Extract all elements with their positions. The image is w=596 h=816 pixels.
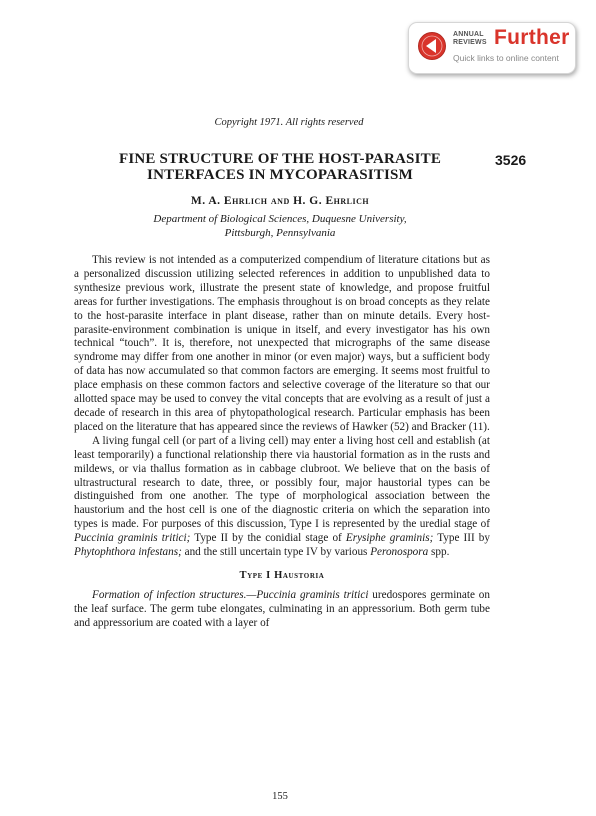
article-body xyxy=(74,254,490,631)
species-name: Phytophthora infestans; xyxy=(74,546,182,559)
page-number: 155 xyxy=(272,791,288,802)
affiliation: Department of Biological Sciences, Duquesne University, Pittsburgh, Pennsylvania xyxy=(153,213,407,239)
paragraph-haustoria-types: A living fungal cell (or part of a living cell) may enter a living host cell and establish (at least temporarily) a functional relationship there via haustorial formation as in the rusts and mildews, or via thallus formation as in cabbage clubroot. We believe that on the basis of ultrastructural research to date, three, or possibly four, major haustorial types can be distinguished from one another. The type of morphological association between the haustorium and the host cell is one of the diagnostic criteria on which the separation into types is made. For purposes of this discussion, Type I is represented by the uredial stage of Puccinia graminis tritici; Type II by the conidial stage of Erysiphe graminis; Type III by Phytophthora infestans; and the still uncertain type IV by various Peronospora spp. xyxy=(74,434,490,559)
species-name: Erysiphe graminis; xyxy=(345,532,434,545)
paragraph-infection-structures: Formation of infection structures.—Puccinia graminis tritici uredospores germinate on the leaf surface. The germ tube elongates, culminating in an appressorium. Both germ tube and appressorium are coated with a layer of xyxy=(74,588,490,629)
article-title: FINE STRUCTURE OF THE HOST-PARASITE INTERFACES IN MYCOPARASITISM xyxy=(118,151,442,183)
back-arrow-icon xyxy=(417,31,447,61)
paragraph-intro: This review is not intended as a computerized compendium of literature citations but as a personalized discussion utilizing selected references in addition to unpublished data to synthesize previous work, illustrate the present state of knowledge, and propose fruitful areas for further investigations. The emphasis throughout is on broad concepts as they relate to the host-parasite interface in plant disease, rather than on minute details. Every host-parasite-environment combination is unique in itself, and every investigator has his own technical “touch”. It is, therefore, not unexpected that micrographs of the same disease syndrome may differ from one another in minor (or even major) ways, but a sufficient body of data has now accumulated so that common factors are emerging. It seems most fruitful to place emphasis on these common factors and selective coverage of the literature so that our allotted space may be used to convey the vital concepts that are evolving as a result of just a decade of research in this area of phytopathological research. Particular emphasis has been placed on the literature that has appeared since the reviews of Hawker (52) and Bracker (11). xyxy=(74,254,490,433)
section-heading: Type I Haustoria xyxy=(239,569,325,581)
authors: M. A. Ehrlich and H. G. Ehrlich xyxy=(190,195,370,207)
copyright-notice: Copyright 1971. All rights reserved xyxy=(214,117,364,128)
species-name: Puccinia graminis tritici; xyxy=(74,532,191,545)
badge-further-label: Further xyxy=(494,26,570,49)
badge-subtitle: Quick links to online content xyxy=(453,53,559,63)
badge-annual-reviews-label: ANNUAL REVIEWS xyxy=(453,31,487,46)
article-number: 3526 xyxy=(495,152,527,168)
further-badge[interactable] xyxy=(408,22,576,74)
subsection-lead: Formation of infection structures.— xyxy=(92,588,257,601)
species-name: Puccinia graminis tritici xyxy=(256,588,369,601)
species-name: Peronospora xyxy=(370,546,429,559)
